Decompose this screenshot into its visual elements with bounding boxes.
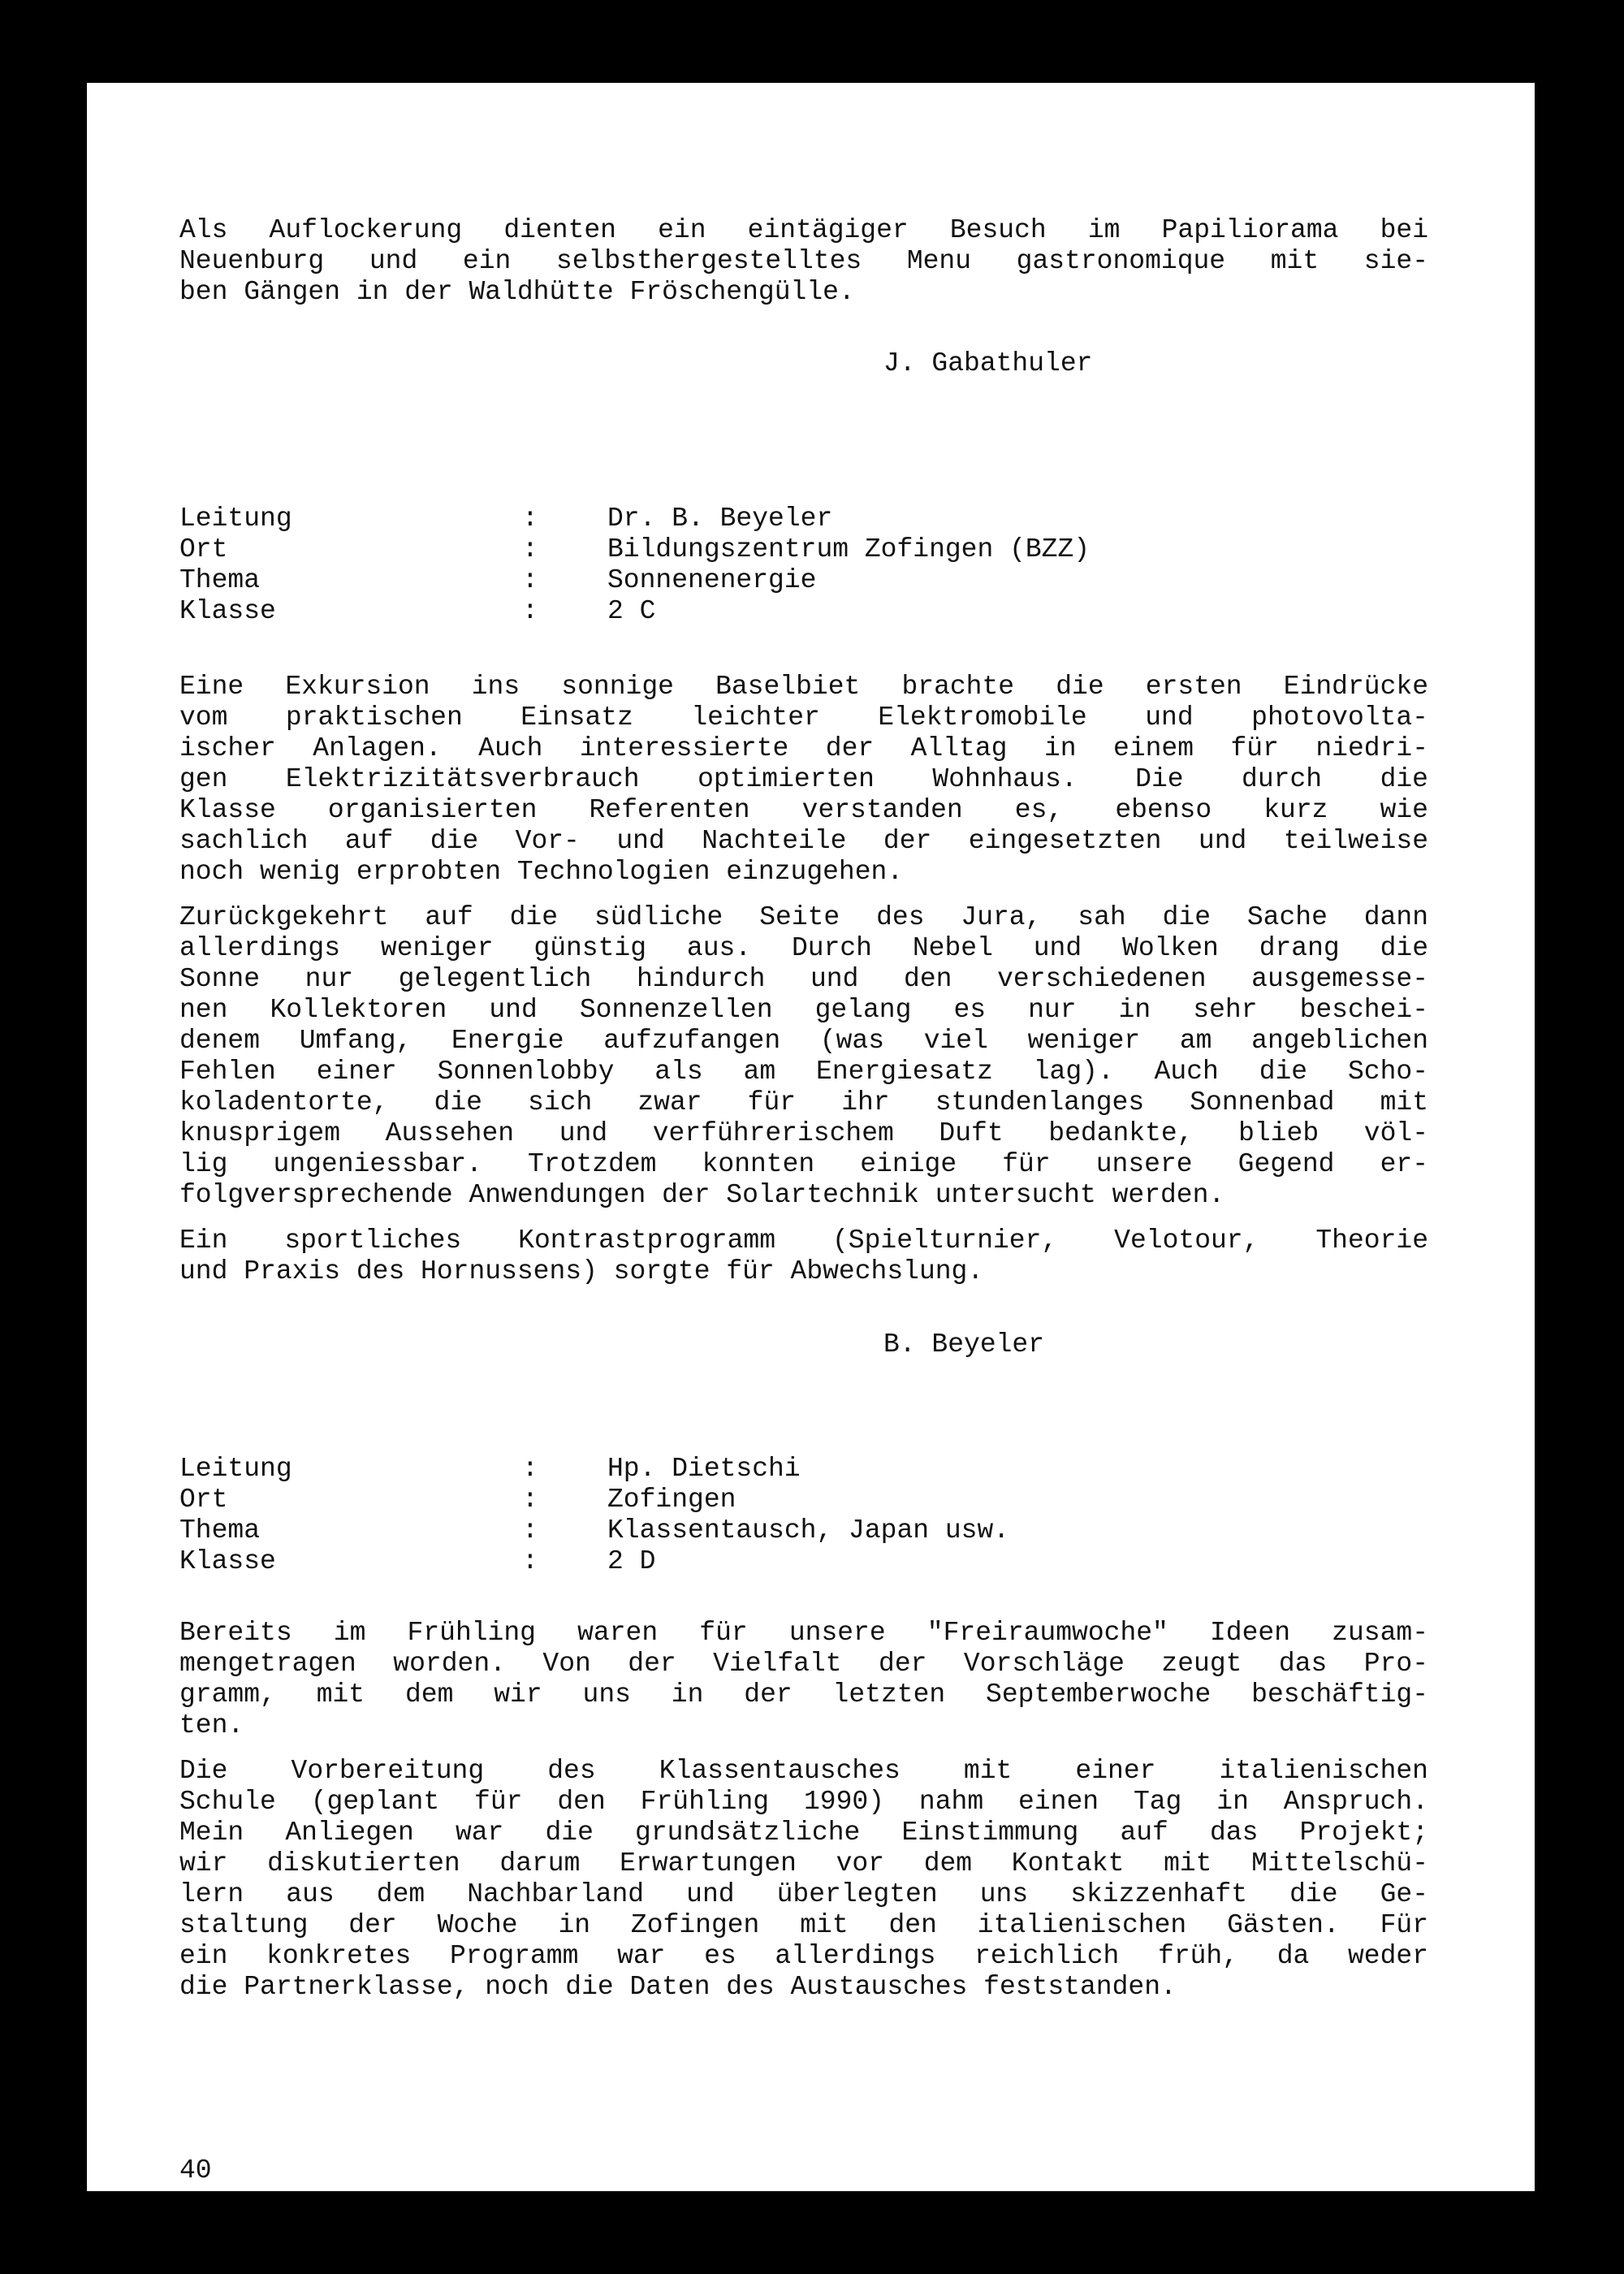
info-row-leitung	[179, 504, 1428, 534]
info-key: Leitung	[179, 504, 292, 534]
info-block-2c	[179, 504, 1428, 627]
text-line: ten.	[179, 1710, 244, 1740]
info-key: Klasse	[179, 596, 276, 626]
info-value: Dr. B. Beyeler	[607, 504, 833, 534]
paragraph-exkursion	[179, 672, 1428, 888]
info-key: Klasse	[179, 1546, 276, 1576]
info-separator: :	[522, 565, 538, 595]
text-line: vom praktischen Einsatz leichter Elektromobile und photovolta-	[179, 703, 1428, 733]
text-line: Schule (geplant für den Frühling 1990) nahm einen Tag in Anspruch.	[179, 1787, 1428, 1817]
info-separator: :	[522, 1454, 538, 1484]
text-line: Eine Exkursion ins sonnige Baselbiet brachte die ersten Eindrücke	[179, 672, 1428, 702]
text-line: Bereits im Frühling waren für unsere "Freiraumwoche" Ideen zusam-	[179, 1618, 1428, 1648]
text-line: ein konkretes Programm war es allerdings reichlich früh, da weder	[179, 1941, 1428, 1971]
info-value: Zofingen	[607, 1485, 736, 1515]
text-line: Ein sportliches Kontrastprogramm (Spielturnier, Velotour, Theorie	[179, 1226, 1428, 1256]
info-row-leitung	[179, 1454, 1428, 1485]
info-separator: :	[522, 596, 538, 626]
info-value: 2 D	[607, 1546, 656, 1576]
text-line: allerdings weniger günstig aus. Durch Nebel und Wolken drang die	[179, 933, 1428, 963]
paragraph-freiraumwoche	[179, 1618, 1428, 1741]
info-key: Thema	[179, 1515, 261, 1546]
text-line: denem Umfang, Energie aufzufangen (was viel weniger am angeblichen	[179, 1026, 1428, 1056]
info-row-ort	[179, 534, 1428, 565]
text-line: lig ungeniessbar. Trotzdem konnten einige für unsere Gegend er-	[179, 1149, 1428, 1179]
info-row-klasse	[179, 596, 1428, 627]
text-line: koladentorte, die sich zwar für ihr stundenlanges Sonnenbad mit	[179, 1087, 1428, 1118]
info-block-2d	[179, 1454, 1428, 1577]
text-line: mengetragen worden. Von der Vielfalt der Vorschläge zeugt das Pro-	[179, 1649, 1428, 1679]
page-content	[179, 215, 1428, 2017]
text-line: ben Gängen in der Waldhütte Fröschengülle.	[179, 277, 855, 307]
paragraph-klassentausch	[179, 1756, 1428, 2003]
text-line: ischer Anlagen. Auch interessierte der Alltag in einem für niedri-	[179, 733, 1428, 763]
text-line: Klasse organisierten Referenten verstanden es, ebenso kurz wie	[179, 795, 1428, 825]
info-row-thema	[179, 1515, 1428, 1546]
signature-beyeler: B. Beyeler	[883, 1329, 1045, 1360]
info-value: Klassentausch, Japan usw.	[607, 1515, 1010, 1546]
signature-gabathuler: J. Gabathuler	[883, 348, 1093, 378]
text-line: knusprigem Aussehen und verführerischem Duft bedankte, blieb völ-	[179, 1118, 1428, 1148]
text-line: gen Elektrizitätsverbrauch optimierten Wohnhaus. Die durch die	[179, 764, 1428, 794]
info-value: Bildungszentrum Zofingen (BZZ)	[607, 534, 1091, 564]
text-line: folgversprechende Anwendungen der Solartechnik untersucht werden.	[179, 1180, 1225, 1210]
text-line: und Praxis des Hornussens) sorgte für Abwechslung.	[179, 1256, 984, 1286]
text-line: Als Auflockerung dienten ein eintägiger Besuch im Papiliorama bei	[179, 215, 1428, 245]
text-line: wir diskutierten darum Erwartungen vor dem Kontakt mit Mittelschü-	[179, 1848, 1428, 1878]
text-line: Zurückgekehrt auf die südliche Seite des Jura, sah die Sache dann	[179, 902, 1428, 932]
info-value: 2 C	[607, 596, 656, 626]
text-line: lern aus dem Nachbarland und überlegten uns skizzenhaft die Ge-	[179, 1879, 1428, 1909]
info-separator: :	[522, 1546, 538, 1576]
info-separator: :	[522, 1515, 538, 1546]
info-value: Hp. Dietschi	[607, 1454, 801, 1484]
info-separator: :	[522, 534, 538, 564]
text-line: staltung der Woche in Zofingen mit den italienischen Gästen. Für	[179, 1910, 1428, 1940]
paragraph-kontrastprogramm	[179, 1226, 1428, 1287]
paragraph-jura	[179, 902, 1428, 1211]
text-line: nen Kollektoren und Sonnenzellen gelang es nur in sehr beschei-	[179, 995, 1428, 1025]
text-line: noch wenig erprobten Technologien einzugehen.	[179, 857, 904, 887]
text-line: Mein Anliegen war die grundsätzliche Einstimmung auf das Projekt;	[179, 1818, 1428, 1848]
info-separator: :	[522, 1485, 538, 1515]
info-key: Leitung	[179, 1454, 292, 1484]
paragraph-intro	[179, 215, 1428, 308]
text-line: Die Vorbereitung des Klassentausches mit einer italienischen	[179, 1756, 1428, 1786]
info-key: Ort	[179, 534, 228, 564]
text-line: Fehlen einer Sonnenlobby als am Energiesatz lag). Auch die Scho-	[179, 1057, 1428, 1087]
info-key: Ort	[179, 1485, 228, 1515]
text-line: gramm, mit dem wir uns in der letzten Septemberwoche beschäftig-	[179, 1680, 1428, 1710]
text-line: sachlich auf die Vor- und Nachteile der eingesetzten und teilweise	[179, 826, 1428, 856]
document-page	[87, 83, 1535, 2191]
page-number: 40	[179, 2155, 212, 2185]
info-key: Thema	[179, 565, 261, 595]
info-row-thema	[179, 565, 1428, 596]
info-row-klasse	[179, 1546, 1428, 1577]
text-line: Sonne nur gelegentlich hindurch und den verschiedenen ausgemesse-	[179, 964, 1428, 994]
text-line: Neuenburg und ein selbsthergestelltes Menu gastronomique mit sie-	[179, 246, 1428, 276]
info-separator: :	[522, 504, 538, 534]
info-row-ort	[179, 1485, 1428, 1515]
text-line: die Partnerklasse, noch die Daten des Austausches feststanden.	[179, 1972, 1177, 2002]
info-value: Sonnenenergie	[607, 565, 817, 595]
